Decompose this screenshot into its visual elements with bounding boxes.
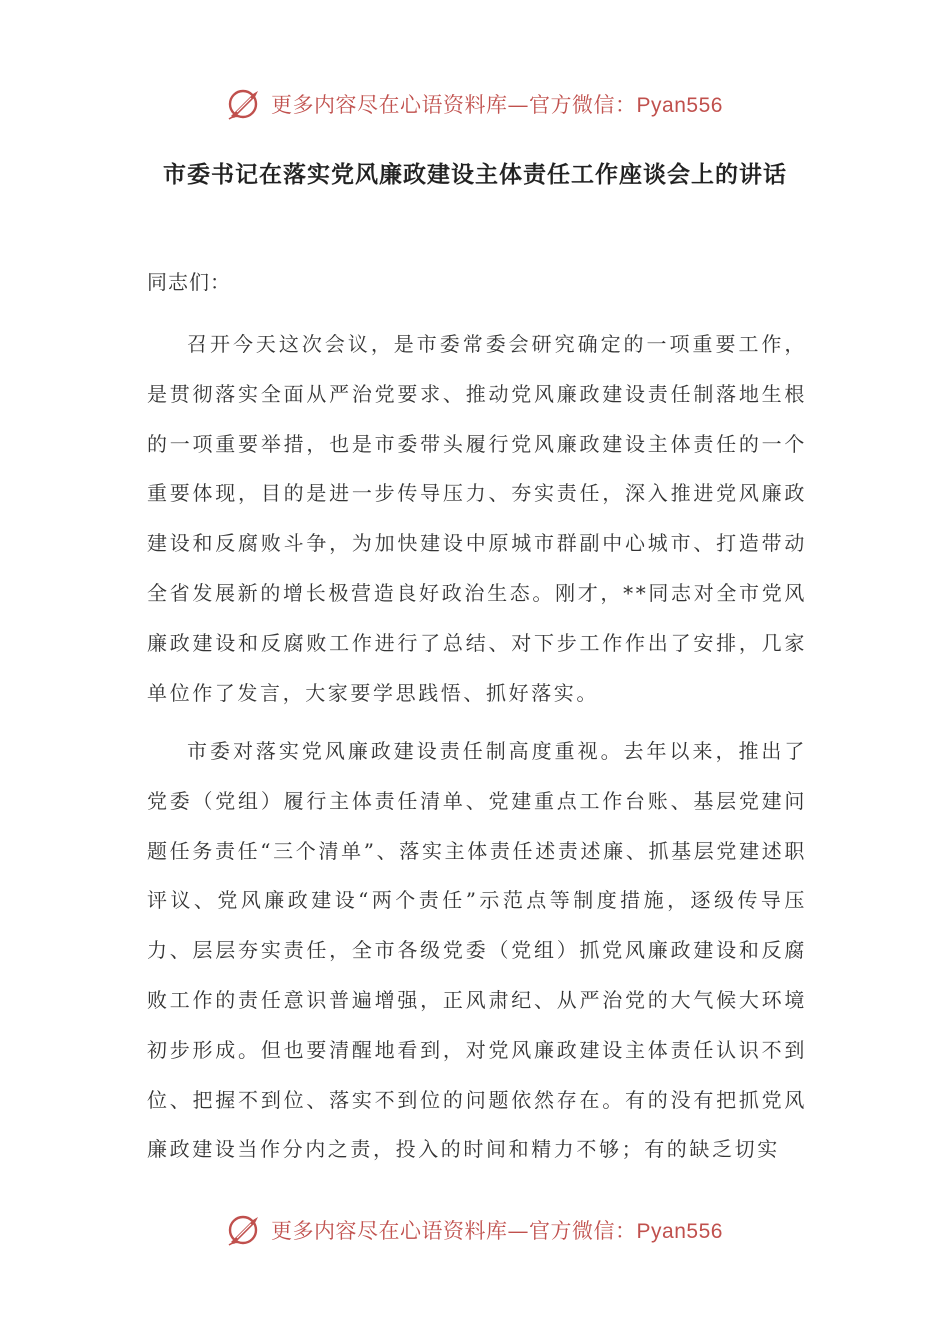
document-title: 市委书记在落实党风廉政建设主体责任工作座谈会上的讲话: [163, 162, 787, 188]
watermark-label: 更多内容尽在心语资料库—官方微信：: [271, 93, 637, 117]
watermark-wechat-id: Pyan556: [636, 94, 723, 117]
pen-logo-icon: [227, 86, 263, 122]
watermark-wechat-id: Pyan556: [636, 1220, 723, 1243]
pen-logo-icon: [227, 1212, 263, 1248]
paragraph-1: 召开今天这次会议，是市委常委会研究确定的一项重要工作，是贯彻落实全面从严治党要求、推动党风廉政建设责任制落地生根的一项重要举措，也是市委带头履行党风廉政建设主体责任的一个重要体现，目的是进一步传导压力、夯实责任，深入推进党风廉政建设和反腐败斗争，为加快建设中原城市群副中心城市、打造带动全省发展新的增长极营造良好政治生态。刚才，**同志对全市党风廉政建设和反腐败工作进行了总结、对下步工作作出了安排，几家单位作了发言，大家要学思践悟、抓好落实。: [147, 332, 807, 705]
paragraph-2: 市委对落实党风廉政建设责任制高度重视。去年以来，推出了党委（党组）履行主体责任清单、党建重点工作台账、基层党建问题任务责任“三个清单”、落实主体责任述责述廉、抓基层党建述职评议、党风廉政建设“两个责任”示范点等制度措施，逐级传导压力、层层夯实责任，全市各级党委（党组）抓党风廉政建设和反腐败工作的责任意识普遍增强，正风肃纪、从严治党的大气候大环境初步形成。但也要清醒地看到，对党风廉政建设主体责任认识不到位、把握不到位、落实不到位的问题依然存在。有的没有把抓党风廉政建设当作分内之责，投入的时间和精力不够；有的缺乏切实: [147, 739, 807, 1162]
watermark-header: [0, 84, 950, 124]
watermark-footer: [0, 1210, 950, 1250]
watermark-text: [271, 89, 723, 119]
salutation: 同志们：: [147, 270, 231, 294]
watermark-text: [271, 1215, 723, 1245]
watermark-label: 更多内容尽在心语资料库—官方微信：: [271, 1219, 637, 1243]
